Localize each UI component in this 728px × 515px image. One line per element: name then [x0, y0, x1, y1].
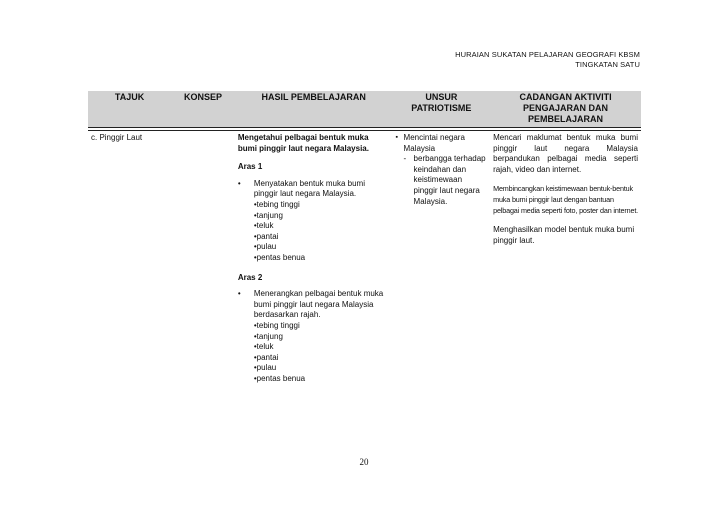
- cell-hasil: [235, 131, 393, 387]
- list-item: • pantai: [254, 353, 390, 364]
- table-row: [88, 131, 641, 387]
- header-unsur: UNSUR PATRIOTISME: [393, 91, 491, 128]
- aras-2-bullet: • Menerangkan pelbagai bentuk muka bumi pinggir laut negara Malaysia berdasarkan rajah.: [238, 289, 390, 321]
- header-hasil: HASIL PEMBELAJARAN: [235, 91, 393, 128]
- list-item: • pentas benua: [254, 253, 390, 264]
- aktiviti-para-3: Menghasilkan model bentuk muka bumi pinggir laut.: [493, 225, 635, 245]
- aras-2-text: Menerangkan pelbagai bentuk muka bumi pinggir laut negara Malaysia berdasarkan rajah.: [253, 289, 384, 320]
- cell-aktiviti: [490, 131, 641, 387]
- list-item: • tanjung: [254, 332, 390, 343]
- aras-2-label: Aras 2: [237, 272, 263, 282]
- unsur-item-text: Mencintai negara Malaysia: [403, 133, 465, 153]
- aktiviti-para-2: Membincangkan keistimewaan bentuk-bentuk muka bumi pinggir laut dengan bantuan pelbagai media seperti foto, poster dan internet.: [493, 184, 639, 215]
- list-item: • pulau: [254, 242, 390, 253]
- list-item: • pulau: [254, 363, 390, 374]
- syllabus-table: [88, 91, 641, 386]
- cell-tajuk: c. Pinggir Laut: [91, 133, 143, 142]
- aras-1-text: Menyatakan bentuk muka bumi pinggir laut negara Malaysia.: [253, 178, 365, 199]
- cell-unsur: [393, 131, 491, 387]
- header-line-1: HURAIAN SUKATAN PELAJARAN GEOGRAFI KBSM: [455, 50, 640, 59]
- document-header: [455, 50, 640, 70]
- list-item: • tanjung: [254, 211, 390, 222]
- list-item: • teluk: [254, 221, 390, 232]
- header-tajuk: TAJUK: [88, 91, 171, 128]
- aras-2-list: [238, 321, 390, 385]
- unsur-sub: - berbangga terhadap keindahan dan keistimewaan pinggir laut negara Malaysia.: [403, 154, 486, 206]
- aras-1-list: [238, 200, 390, 264]
- list-item: • pentas benua: [254, 374, 390, 385]
- list-item: • pantai: [254, 232, 390, 243]
- list-item: • tebing tinggi: [254, 321, 390, 332]
- table-header-row: [88, 91, 641, 128]
- list-item: • teluk: [254, 342, 390, 353]
- square-bullet-icon: ▪: [395, 134, 399, 141]
- page-number: 20: [359, 457, 369, 467]
- hasil-intro: Mengetahui pelbagai bentuk muka bumi pinggir laut negara Malaysia.: [237, 133, 369, 153]
- cell-konsep: [171, 131, 235, 387]
- unsur-sub-text: berbangga terhadap keindahan dan keistimewaan pinggir laut negara Malaysia.: [413, 154, 486, 206]
- aras-1-bullet: • Menyatakan bentuk muka bumi pinggir laut negara Malaysia.: [238, 179, 390, 200]
- aktiviti-para-1: Mencari maklumat bentuk muka bumi pinggir laut negara Malaysia berpandukan pelbagai media seperti rajah, video dan internet.: [493, 133, 638, 174]
- list-item: • tebing tinggi: [254, 200, 390, 211]
- header-line-2: TINGKATAN SATU: [575, 60, 640, 69]
- header-aktiviti: CADANGAN AKTIVITI PENGAJARAN DAN PEMBELAJARAN: [490, 91, 641, 128]
- aras-1-label: Aras 1: [237, 162, 263, 172]
- unsur-item: [396, 133, 488, 154]
- header-konsep: KONSEP: [171, 91, 235, 128]
